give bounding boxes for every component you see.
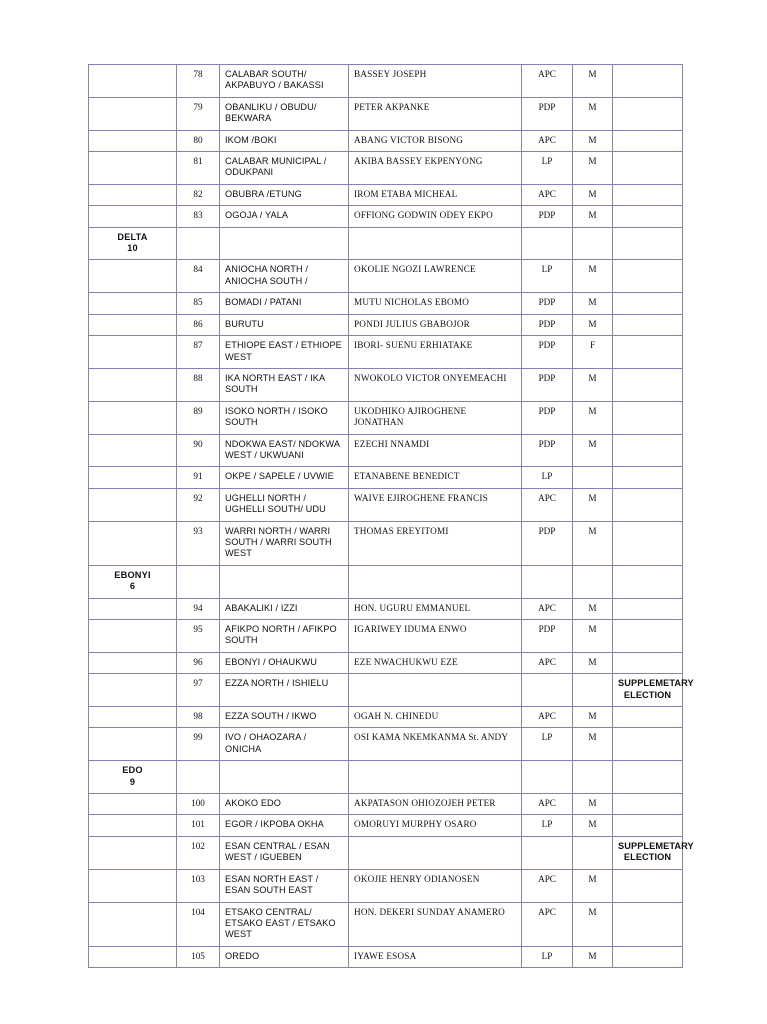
- sex-cell: M: [573, 598, 613, 619]
- remarks-cell: [613, 652, 683, 673]
- sex-cell: M: [573, 815, 613, 836]
- constituency-cell: OBUBRA /ETUNG: [220, 184, 349, 205]
- candidate-name-cell: OGAH N. CHINEDU: [349, 707, 522, 728]
- constituency-cell: ABAKALIKI / IZZI: [220, 598, 349, 619]
- serial-number-cell: 80: [177, 130, 220, 151]
- constituency-cell: ETHIOPE EAST / ETHIOPE WEST: [220, 336, 349, 369]
- constituency-cell: EZZA NORTH / ISHIELU: [220, 674, 349, 707]
- serial-number-cell: 84: [177, 260, 220, 293]
- constituency-cell: NDOKWA EAST/ NDOKWA WEST / UKWUANI: [220, 434, 349, 467]
- state-spacer-cell: [89, 794, 177, 815]
- state-spacer-cell: [89, 260, 177, 293]
- state-spacer-cell: [89, 97, 177, 130]
- sex-cell: [573, 761, 613, 794]
- sex-cell: M: [573, 65, 613, 98]
- remarks-cell: [613, 565, 683, 598]
- constituency-cell: EGOR / IKPOBA OKHA: [220, 815, 349, 836]
- constituency-cell: [220, 227, 349, 260]
- remarks-cell: [613, 227, 683, 260]
- party-cell: APC: [522, 707, 573, 728]
- sex-cell: M: [573, 401, 613, 434]
- party-cell: APC: [522, 902, 573, 946]
- sex-cell: M: [573, 184, 613, 205]
- state-spacer-cell: [89, 65, 177, 98]
- state-spacer-cell: [89, 130, 177, 151]
- constituency-cell: CALABAR MUNICIPAL / ODUKPANI: [220, 152, 349, 185]
- constituency-cell: CALABAR SOUTH/ AKPABUYO / BAKASSI: [220, 65, 349, 98]
- sex-cell: M: [573, 620, 613, 653]
- remarks-cell: [613, 707, 683, 728]
- state-spacer-cell: [89, 368, 177, 401]
- serial-number-cell: 78: [177, 65, 220, 98]
- table-row: [89, 65, 683, 98]
- constituency-cell: ESAN CENTRAL / ESAN WEST / IGUEBEN: [220, 836, 349, 869]
- candidate-name-cell: ABANG VICTOR BISONG: [349, 130, 522, 151]
- party-cell: PDP: [522, 293, 573, 314]
- candidate-name-cell: BASSEY JOSEPH: [349, 65, 522, 98]
- remarks-cell: [613, 293, 683, 314]
- state-spacer-cell: [89, 707, 177, 728]
- table-row: [89, 314, 683, 335]
- sex-cell: M: [573, 97, 613, 130]
- candidate-name-cell: HON. UGURU EMMANUEL: [349, 598, 522, 619]
- constituency-cell: BURUTU: [220, 314, 349, 335]
- constituency-cell: ISOKO NORTH / ISOKO SOUTH: [220, 401, 349, 434]
- party-cell: LP: [522, 728, 573, 761]
- sex-cell: [573, 674, 613, 707]
- remarks-cell: [613, 152, 683, 185]
- constituency-cell: OGOJA / YALA: [220, 206, 349, 227]
- candidate-name-cell: EZECHI NNAMDI: [349, 434, 522, 467]
- constituency-cell: WARRI NORTH / WARRI SOUTH / WARRI SOUTH WEST: [220, 521, 349, 565]
- remarks-cell: [613, 206, 683, 227]
- table-row: [89, 260, 683, 293]
- serial-number-cell: 92: [177, 488, 220, 521]
- remarks-cell: [613, 902, 683, 946]
- constituency-cell: AFIKPO NORTH / AFIKPO SOUTH: [220, 620, 349, 653]
- party-cell: APC: [522, 184, 573, 205]
- serial-number-cell: [177, 227, 220, 260]
- sex-cell: M: [573, 728, 613, 761]
- state-label: EDO: [122, 765, 143, 776]
- table-row: [89, 206, 683, 227]
- table-row: [89, 620, 683, 653]
- sex-cell: M: [573, 206, 613, 227]
- candidate-name-cell: PETER AKPANKE: [349, 97, 522, 130]
- party-cell: LP: [522, 815, 573, 836]
- remarks-cell: [613, 65, 683, 98]
- table-body: [89, 65, 694, 968]
- remarks-cell: [613, 488, 683, 521]
- table-row: [89, 652, 683, 673]
- serial-number-cell: 90: [177, 434, 220, 467]
- state-header-row: [89, 761, 683, 794]
- remarks-cell: [613, 184, 683, 205]
- candidate-name-cell: OKOLIE NGOZI LAWRENCE: [349, 260, 522, 293]
- remarks-cell: [613, 336, 683, 369]
- constituency-cell: IKA NORTH EAST / IKA SOUTH: [220, 368, 349, 401]
- party-cell: [522, 565, 573, 598]
- table-row: [89, 467, 683, 488]
- serial-number-cell: 85: [177, 293, 220, 314]
- candidate-name-cell: [349, 761, 522, 794]
- remarks-cell: [613, 467, 683, 488]
- constituency-cell: [220, 565, 349, 598]
- remarks-cell: [613, 869, 683, 902]
- table-row: [89, 521, 683, 565]
- remarks-cell: SUPPLEMETARY ELECTION: [613, 836, 683, 869]
- state-seat-count: 6: [129, 581, 136, 592]
- state-spacer-cell: [89, 946, 177, 967]
- candidate-name-cell: PONDI JULIUS GBABOJOR: [349, 314, 522, 335]
- serial-number-cell: [177, 761, 220, 794]
- remarks-cell: [613, 521, 683, 565]
- table-row: [89, 488, 683, 521]
- serial-number-cell: 89: [177, 401, 220, 434]
- state-spacer-cell: [89, 652, 177, 673]
- constituency-cell: IKOM /BOKI: [220, 130, 349, 151]
- sex-cell: M: [573, 521, 613, 565]
- table-row: [89, 946, 683, 967]
- serial-number-cell: 81: [177, 152, 220, 185]
- state-spacer-cell: [89, 598, 177, 619]
- party-cell: APC: [522, 652, 573, 673]
- remarks-cell: [613, 97, 683, 130]
- candidate-name-cell: AKPATASON OHIOZOJEH PETER: [349, 794, 522, 815]
- serial-number-cell: 88: [177, 368, 220, 401]
- candidate-name-cell: NWOKOLO VICTOR ONYEMEACHI: [349, 368, 522, 401]
- candidate-name-cell: [349, 227, 522, 260]
- constituency-cell: [220, 761, 349, 794]
- remarks-cell: [613, 598, 683, 619]
- table-row: [89, 368, 683, 401]
- serial-number-cell: 79: [177, 97, 220, 130]
- state-name-cell: [89, 761, 177, 794]
- sex-cell: [573, 227, 613, 260]
- candidate-name-cell: MUTU NICHOLAS EBOMO: [349, 293, 522, 314]
- candidate-name-cell: [349, 565, 522, 598]
- table-row: [89, 401, 683, 434]
- state-spacer-cell: [89, 293, 177, 314]
- state-spacer-cell: [89, 902, 177, 946]
- sex-cell: M: [573, 368, 613, 401]
- party-cell: APC: [522, 869, 573, 902]
- constituency-cell: OBANLIKU / OBUDU/ BEKWARA: [220, 97, 349, 130]
- sex-cell: M: [573, 293, 613, 314]
- state-name-cell: [89, 565, 177, 598]
- constituency-cell: OKPE / SAPELE / UVWIE: [220, 467, 349, 488]
- serial-number-cell: 91: [177, 467, 220, 488]
- party-cell: PDP: [522, 620, 573, 653]
- constituency-cell: ETSAKO CENTRAL/ ETSAKO EAST / ETSAKO WEST: [220, 902, 349, 946]
- sex-cell: M: [573, 152, 613, 185]
- table-row: [89, 434, 683, 467]
- constituency-cell: EBONYI / OHAUKWU: [220, 652, 349, 673]
- party-cell: PDP: [522, 206, 573, 227]
- sex-cell: M: [573, 434, 613, 467]
- state-spacer-cell: [89, 434, 177, 467]
- party-cell: PDP: [522, 434, 573, 467]
- table-row: [89, 815, 683, 836]
- candidate-name-cell: OFFIONG GODWIN ODEY EKPO: [349, 206, 522, 227]
- remarks-cell: [613, 401, 683, 434]
- state-spacer-cell: [89, 206, 177, 227]
- table-row: [89, 293, 683, 314]
- candidate-name-cell: OMORUYI MURPHY OSARO: [349, 815, 522, 836]
- remarks-cell: [613, 761, 683, 794]
- sex-cell: M: [573, 314, 613, 335]
- state-seat-count: 9: [129, 776, 136, 787]
- serial-number-cell: 102: [177, 836, 220, 869]
- candidate-name-cell: IROM ETABA MICHEAL: [349, 184, 522, 205]
- state-spacer-cell: [89, 336, 177, 369]
- serial-number-cell: 105: [177, 946, 220, 967]
- table-row: [89, 728, 683, 761]
- sex-cell: F: [573, 336, 613, 369]
- sex-cell: M: [573, 946, 613, 967]
- constituency-cell: ESAN NORTH EAST / ESAN SOUTH EAST: [220, 869, 349, 902]
- state-spacer-cell: [89, 620, 177, 653]
- constituency-cell: EZZA SOUTH / IKWO: [220, 707, 349, 728]
- serial-number-cell: 86: [177, 314, 220, 335]
- candidate-name-cell: THOMAS EREYITOMI: [349, 521, 522, 565]
- party-cell: [522, 836, 573, 869]
- serial-number-cell: [177, 565, 220, 598]
- party-cell: APC: [522, 794, 573, 815]
- table-row: [89, 869, 683, 902]
- table-row: [89, 674, 683, 707]
- table-row: [89, 902, 683, 946]
- remarks-cell: [613, 728, 683, 761]
- state-spacer-cell: [89, 836, 177, 869]
- state-spacer-cell: [89, 401, 177, 434]
- party-cell: LP: [522, 467, 573, 488]
- sex-cell: M: [573, 130, 613, 151]
- state-spacer-cell: [89, 728, 177, 761]
- state-spacer-cell: [89, 488, 177, 521]
- party-cell: PDP: [522, 314, 573, 335]
- state-spacer-cell: [89, 314, 177, 335]
- state-spacer-cell: [89, 521, 177, 565]
- table-row: [89, 152, 683, 185]
- table-row: [89, 707, 683, 728]
- state-spacer-cell: [89, 815, 177, 836]
- state-label: DELTA: [117, 231, 148, 242]
- candidate-name-cell: EZE NWACHUKWU EZE: [349, 652, 522, 673]
- state-header-row: [89, 565, 683, 598]
- table-row: [89, 97, 683, 130]
- sex-cell: [573, 565, 613, 598]
- state-header-row: [89, 227, 683, 260]
- state-seat-count: 10: [127, 243, 138, 254]
- candidate-name-cell: AKIBA BASSEY EKPENYONG: [349, 152, 522, 185]
- table-row: [89, 336, 683, 369]
- constituency-cell: AKOKO EDO: [220, 794, 349, 815]
- remarks-cell: [613, 946, 683, 967]
- remarks-cell: SUPPLEMETARY ELECTION: [613, 674, 683, 707]
- remarks-cell: [613, 260, 683, 293]
- state-spacer-cell: [89, 184, 177, 205]
- party-cell: LP: [522, 260, 573, 293]
- serial-number-cell: 83: [177, 206, 220, 227]
- candidate-name-cell: [349, 836, 522, 869]
- state-label: EBONYI: [114, 569, 151, 580]
- candidate-name-cell: UKODHIKO AJIROGHENE JONATHAN: [349, 401, 522, 434]
- sex-cell: M: [573, 488, 613, 521]
- party-cell: PDP: [522, 401, 573, 434]
- party-cell: LP: [522, 946, 573, 967]
- state-spacer-cell: [89, 674, 177, 707]
- sex-cell: M: [573, 652, 613, 673]
- party-cell: [522, 761, 573, 794]
- candidate-name-cell: [349, 674, 522, 707]
- table-row: [89, 794, 683, 815]
- sex-cell: [573, 467, 613, 488]
- candidate-name-cell: HON. DEKERI SUNDAY ANAMERO: [349, 902, 522, 946]
- serial-number-cell: 101: [177, 815, 220, 836]
- constituency-cell: UGHELLI NORTH / UGHELLI SOUTH/ UDU: [220, 488, 349, 521]
- serial-number-cell: 95: [177, 620, 220, 653]
- party-cell: APC: [522, 130, 573, 151]
- serial-number-cell: 82: [177, 184, 220, 205]
- sex-cell: M: [573, 260, 613, 293]
- remarks-cell: [613, 130, 683, 151]
- state-name-cell: [89, 227, 177, 260]
- party-cell: [522, 674, 573, 707]
- state-spacer-cell: [89, 152, 177, 185]
- party-cell: APC: [522, 65, 573, 98]
- sex-cell: M: [573, 902, 613, 946]
- remarks-cell: [613, 314, 683, 335]
- constituency-cell: OREDO: [220, 946, 349, 967]
- serial-number-cell: 93: [177, 521, 220, 565]
- party-cell: PDP: [522, 368, 573, 401]
- table-row: [89, 598, 683, 619]
- party-cell: [522, 227, 573, 260]
- serial-number-cell: 103: [177, 869, 220, 902]
- serial-number-cell: 100: [177, 794, 220, 815]
- sex-cell: M: [573, 707, 613, 728]
- table-row: [89, 130, 683, 151]
- serial-number-cell: 104: [177, 902, 220, 946]
- sex-cell: [573, 836, 613, 869]
- candidate-name-cell: IYAWE ESOSA: [349, 946, 522, 967]
- sex-cell: M: [573, 869, 613, 902]
- candidate-name-cell: IGARIWEY IDUMA ENWO: [349, 620, 522, 653]
- serial-number-cell: 98: [177, 707, 220, 728]
- serial-number-cell: 97: [177, 674, 220, 707]
- table-row: [89, 184, 683, 205]
- serial-number-cell: 87: [177, 336, 220, 369]
- party-cell: PDP: [522, 521, 573, 565]
- party-cell: PDP: [522, 97, 573, 130]
- remarks-cell: [613, 794, 683, 815]
- state-spacer-cell: [89, 467, 177, 488]
- sex-cell: M: [573, 794, 613, 815]
- serial-number-cell: 94: [177, 598, 220, 619]
- constituency-cell: ANIOCHA NORTH / ANIOCHA SOUTH /: [220, 260, 349, 293]
- party-cell: APC: [522, 488, 573, 521]
- remarks-cell: [613, 815, 683, 836]
- serial-number-cell: 96: [177, 652, 220, 673]
- remarks-cell: [613, 620, 683, 653]
- constituency-cell: IVO / OHAOZARA / ONICHA: [220, 728, 349, 761]
- table-row: [89, 836, 683, 869]
- remarks-cell: [613, 368, 683, 401]
- candidate-name-cell: ETANABENE BENEDICT: [349, 467, 522, 488]
- results-table: [88, 64, 694, 968]
- state-spacer-cell: [89, 869, 177, 902]
- candidate-name-cell: IBORI- SUENU ERHIATAKE: [349, 336, 522, 369]
- remarks-cell: [613, 434, 683, 467]
- party-cell: LP: [522, 152, 573, 185]
- candidate-name-cell: WAIVE EJIROGHENE FRANCIS: [349, 488, 522, 521]
- serial-number-cell: 99: [177, 728, 220, 761]
- party-cell: PDP: [522, 336, 573, 369]
- party-cell: APC: [522, 598, 573, 619]
- candidate-name-cell: OSI KAMA NKEMKANMA St. ANDY: [349, 728, 522, 761]
- candidate-name-cell: OKOJIE HENRY ODIANOSEN: [349, 869, 522, 902]
- constituency-cell: BOMADI / PATANI: [220, 293, 349, 314]
